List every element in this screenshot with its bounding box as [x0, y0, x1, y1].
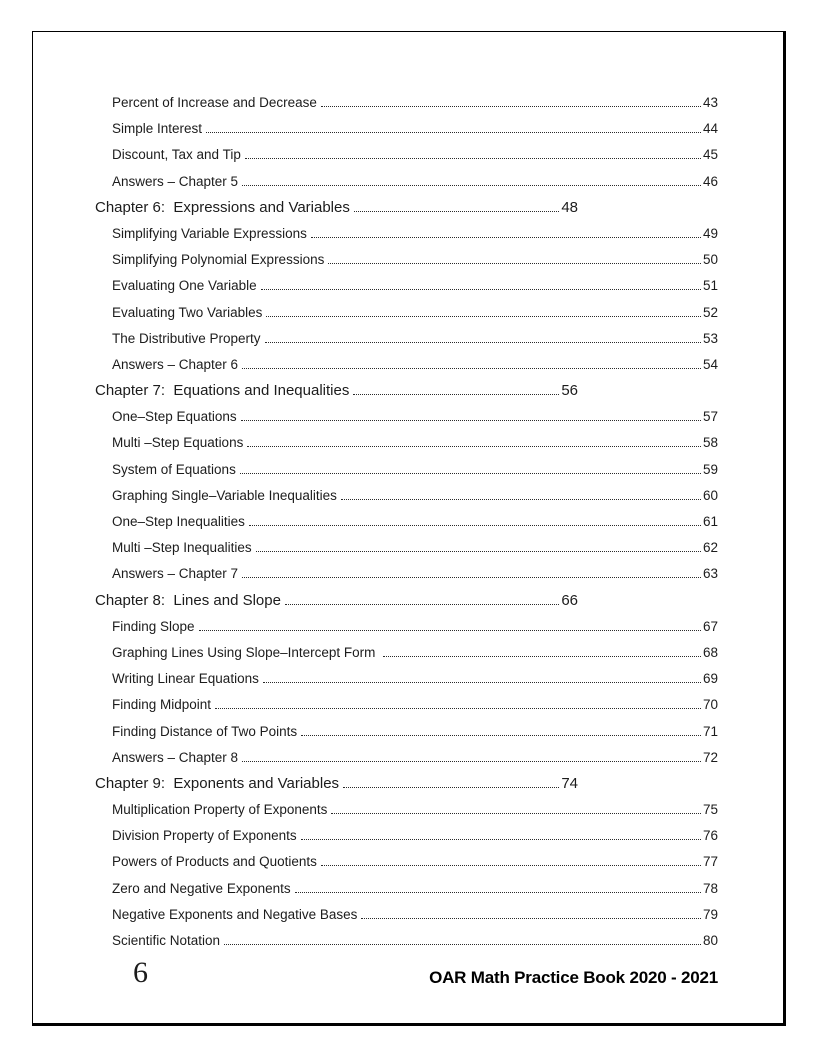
toc-sub-entry [95, 745, 718, 771]
toc-entry-page-number: 49 [702, 225, 718, 241]
dotted-leader [199, 630, 701, 631]
toc-entry-label: Scientific Notation [112, 933, 221, 948]
toc-entry-label: Graphing Single–Variable Inequalities [112, 487, 337, 503]
dotted-leader [242, 761, 701, 762]
toc-entry-label: Finding Distance of Two Points [112, 723, 298, 739]
toc-entry-page-number: 46 [702, 173, 718, 189]
toc-chapter-entry [95, 771, 578, 797]
toc-entry-page-number: 52 [702, 304, 718, 320]
toc-entry-page-number: 79 [702, 906, 718, 922]
dotted-leader [245, 158, 701, 159]
toc-sub-entry [95, 876, 718, 902]
toc-entry-label: Chapter 9: Exponents and Variables [95, 774, 340, 792]
toc-entry-page-number: 61 [702, 514, 718, 529]
dotted-leader [301, 735, 701, 736]
dotted-leader [263, 682, 701, 683]
dotted-leader [242, 185, 701, 186]
toc-entry-page-number: 43 [702, 95, 718, 110]
toc-entry-page-number: 76 [702, 828, 718, 844]
dotted-leader [383, 656, 701, 657]
dotted-leader [295, 892, 701, 893]
toc-entry-label: Simple Interest [112, 121, 203, 137]
toc-entry-label: Writing Linear Equations [112, 671, 259, 687]
toc-entry-label: One–Step Equations [112, 409, 237, 425]
toc-entry-page-number: 63 [702, 566, 718, 582]
toc-entry-label: Finding Midpoint [112, 697, 212, 713]
toc-entry-label: Answers – Chapter 5 [112, 173, 239, 189]
toc-entry-label: Chapter 7: Equations and Inequalities [95, 382, 350, 400]
dotted-leader [353, 394, 559, 395]
toc-entry-label: Discount, Tax and Tip [112, 147, 241, 163]
toc-sub-entry [95, 561, 718, 587]
dotted-leader [241, 420, 701, 421]
toc-sub-entry [95, 247, 718, 273]
dotted-leader [266, 316, 701, 317]
toc-entry-page-number: 68 [702, 644, 718, 660]
dotted-leader [361, 918, 701, 919]
toc-entry-page-number: 70 [702, 697, 718, 713]
toc-sub-entry [95, 692, 718, 718]
toc-sub-entry [95, 430, 718, 456]
footer-book-title: OAR Math Practice Book 2020 - 2021 [429, 968, 718, 987]
toc-entry-page-number: 74 [561, 774, 578, 792]
toc-entry-label: Evaluating One Variable [112, 278, 257, 294]
dotted-leader [311, 237, 701, 238]
toc-entry-label: Multiplication Property of Exponents [112, 802, 328, 818]
toc-entry-page-number: 53 [702, 330, 718, 346]
toc-entry-label: Simplifying Polynomial Expressions [112, 252, 325, 268]
toc-sub-entry [95, 221, 718, 247]
toc-entry-label: Finding Slope [112, 618, 195, 634]
toc-entry-label: Answers – Chapter 6 [112, 356, 239, 372]
dotted-leader [261, 289, 701, 290]
toc-entry-page-number: 62 [702, 540, 718, 556]
toc-entry-label: The Distributive Property [112, 330, 261, 346]
dotted-leader [256, 551, 701, 552]
toc-entry-page-number: 78 [702, 880, 718, 896]
dotted-leader [242, 368, 701, 369]
toc-entry-label: Percent of Increase and Decrease [112, 95, 317, 110]
toc-entry-label: Evaluating Two Variables [112, 304, 263, 320]
toc-sub-entry [95, 849, 718, 875]
dotted-leader [331, 813, 701, 814]
toc-sub-entry [95, 90, 718, 116]
dotted-leader [343, 787, 559, 788]
toc-entry-page-number: 72 [702, 749, 718, 765]
toc-sub-entry [95, 457, 718, 483]
toc-entry-label: Answers – Chapter 8 [112, 749, 239, 765]
toc-sub-entry [95, 640, 718, 666]
toc-chapter-entry [95, 195, 578, 221]
toc-entry-label: Graphing Lines Using Slope–Intercept Form [112, 644, 380, 660]
toc-entry-label: Powers of Products and Quotients [112, 854, 317, 870]
toc-entry-label: Chapter 8: Lines and Slope [95, 591, 281, 609]
toc-sub-entry [95, 300, 718, 326]
toc-entry-label: Simplifying Variable Expressions [112, 225, 307, 241]
toc-sub-entry [95, 273, 718, 299]
toc-entry-page-number: 67 [702, 618, 718, 634]
toc-entry-label: Zero and Negative Exponents [112, 880, 291, 896]
toc-chapter-entry [95, 588, 578, 614]
toc-entry-page-number: 48 [561, 198, 578, 216]
dotted-leader [247, 446, 701, 447]
dotted-leader [328, 263, 701, 264]
toc-entry-page-number: 60 [702, 487, 718, 503]
footer-page-number: 6 [133, 956, 148, 989]
dotted-leader [285, 604, 559, 605]
toc-entry-label: Answers – Chapter 7 [112, 566, 239, 582]
toc-sub-entry [95, 326, 718, 352]
toc-entry-page-number: 58 [702, 435, 718, 451]
toc-sub-entry [95, 116, 718, 142]
toc-entry-label: Multi –Step Equations [112, 435, 244, 451]
dotted-leader [354, 211, 559, 212]
dotted-leader [321, 106, 701, 107]
toc-entry-page-number: 44 [702, 121, 718, 137]
toc-sub-entry [95, 797, 718, 823]
toc-entry-page-number: 56 [561, 382, 578, 400]
toc-sub-entry [95, 535, 718, 561]
toc-entry-label: Division Property of Exponents [112, 828, 297, 844]
toc-chapter-entry [95, 378, 578, 404]
toc-entry-page-number: 51 [702, 278, 718, 294]
dotted-leader [249, 525, 701, 526]
dotted-leader [341, 499, 701, 500]
dotted-leader [242, 577, 701, 578]
toc-entry-page-number: 69 [702, 671, 718, 687]
dotted-leader [321, 865, 701, 866]
toc-sub-entry [95, 142, 718, 168]
toc-entry-label: Negative Exponents and Negative Bases [112, 906, 358, 922]
toc-entry-page-number: 54 [702, 356, 718, 372]
toc-entry-label: System of Equations [112, 461, 236, 477]
toc-sub-entry [95, 404, 718, 430]
dotted-leader [215, 708, 701, 709]
toc-entry-page-number: 77 [702, 854, 718, 870]
toc-entry-page-number: 45 [702, 147, 718, 163]
toc-sub-entry [95, 483, 718, 509]
toc-sub-entry [95, 928, 718, 954]
toc-sub-entry [95, 614, 718, 640]
toc-entry-page-number: 66 [561, 591, 578, 609]
toc-sub-entry [95, 823, 718, 849]
toc-sub-entry [95, 666, 718, 692]
toc-entry-label: Chapter 6: Expressions and Variables [95, 198, 350, 216]
toc-entry-label: Multi –Step Inequalities [112, 540, 252, 556]
dotted-leader [240, 473, 701, 474]
dotted-leader [301, 839, 701, 840]
toc-entry-page-number: 71 [702, 723, 718, 739]
dotted-leader [265, 342, 701, 343]
toc-entry-page-number: 57 [702, 409, 718, 425]
toc-entry-page-number: 50 [702, 252, 718, 268]
toc-sub-entry [95, 352, 718, 378]
toc-entry-page-number: 75 [702, 802, 718, 818]
toc-entry-page-number: 59 [702, 461, 718, 477]
toc-sub-entry [95, 509, 718, 535]
dotted-leader [224, 944, 701, 945]
toc-sub-entry [95, 719, 718, 745]
toc-entry-label: One–Step Inequalities [112, 514, 245, 529]
toc-sub-entry [95, 902, 718, 928]
toc-sub-entry [95, 169, 718, 195]
toc-entry-page-number: 80 [702, 933, 718, 948]
table-of-contents [95, 90, 718, 954]
dotted-leader [206, 132, 701, 133]
